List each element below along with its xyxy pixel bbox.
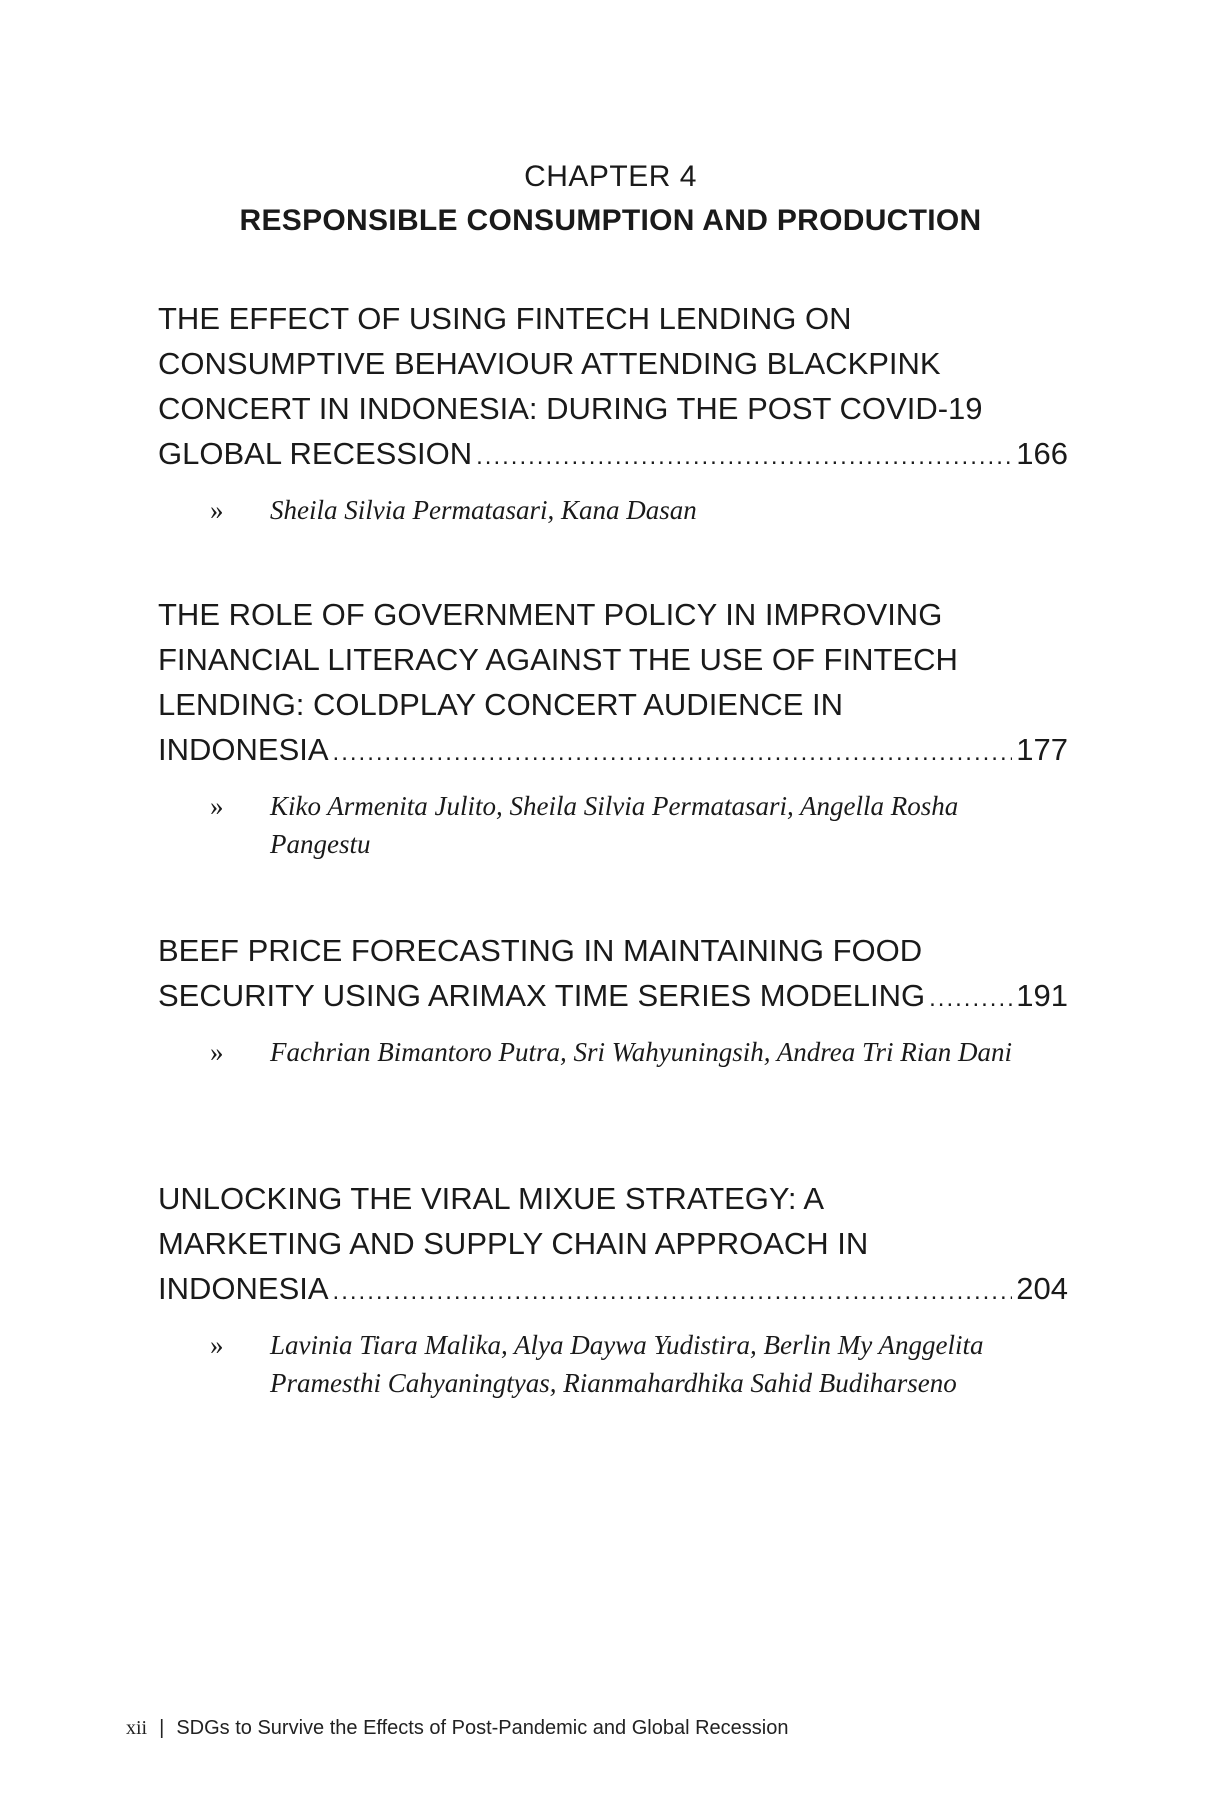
toc-entry[interactable] xyxy=(158,1176,1068,1402)
bullet-marker: » xyxy=(210,1330,224,1360)
chapter-label: CHAPTER 4 xyxy=(524,160,697,193)
dot-leader xyxy=(333,1269,1013,1314)
title-line: BEEF PRICE FORECASTING IN MAINTAINING FOOD xyxy=(158,933,923,968)
entry-title xyxy=(158,1176,1068,1314)
toc-entry[interactable] xyxy=(158,592,1068,863)
author-names: Fachrian Bimantoro Putra, Sri Wahyuningsih, Andrea Tri Rian Dani xyxy=(270,1037,1013,1067)
chapter-title: RESPONSIBLE CONSUMPTION AND PRODUCTION xyxy=(239,204,982,237)
title-line: UNLOCKING THE VIRAL MIXUE STRATEGY: A xyxy=(158,1181,825,1216)
toc-entry[interactable] xyxy=(158,928,1068,1071)
bullet-marker: » xyxy=(210,791,224,821)
entry-title xyxy=(158,592,1068,775)
page-number: 204 xyxy=(1016,1271,1068,1306)
title-last-line xyxy=(158,431,1068,479)
title-last-line xyxy=(158,1266,1068,1314)
footer-separator: | xyxy=(159,1717,165,1739)
title-line: INDONESIA xyxy=(158,1271,329,1306)
entry-title xyxy=(158,928,1068,1021)
title-last-line xyxy=(158,973,1068,1021)
authors xyxy=(158,1326,1068,1402)
title-line: GLOBAL RECESSION xyxy=(158,436,473,471)
title-line: THE ROLE OF GOVERNMENT POLICY IN IMPROVING xyxy=(158,597,943,632)
dot-leader xyxy=(476,434,1012,479)
dot-leader xyxy=(929,976,1012,1021)
authors xyxy=(158,1033,1068,1071)
author-names: Sheila Silvia Permatasari, Kana Dasan xyxy=(270,495,697,525)
page-footer xyxy=(126,1717,788,1740)
title-line: SECURITY USING ARIMAX TIME SERIES MODELING xyxy=(158,978,926,1013)
title-last-line xyxy=(158,727,1068,775)
page-number: 166 xyxy=(1016,436,1068,471)
title-line: CONCERT IN INDONESIA: DURING THE POST COVID-19 xyxy=(158,391,983,426)
footer-page-number: xii xyxy=(126,1717,148,1739)
authors xyxy=(158,491,1068,529)
title-line: INDONESIA xyxy=(158,732,329,767)
title-line: THE EFFECT OF USING FINTECH LENDING ON xyxy=(158,301,852,336)
author-names: Lavinia Tiara Malika, Alya Daywa Yudistira, Berlin My Anggelita Pramesthi Cahyaningtyas, Rianmahardhika Sahid Budiharseno xyxy=(270,1330,984,1398)
page-number: 191 xyxy=(1016,978,1068,1013)
title-line: FINANCIAL LITERACY AGAINST THE USE OF FINTECH xyxy=(158,642,958,677)
bullet-marker: » xyxy=(210,495,224,525)
author-names: Kiko Armenita Julito, Sheila Silvia Permatasari, Angella Rosha Pangestu xyxy=(270,791,959,859)
title-line: MARKETING AND SUPPLY CHAIN APPROACH IN xyxy=(158,1226,869,1261)
footer-book-title: SDGs to Survive the Effects of Post-Pandemic and Global Recession xyxy=(176,1717,789,1739)
title-line: LENDING: COLDPLAY CONCERT AUDIENCE IN xyxy=(158,687,844,722)
bullet-marker: » xyxy=(210,1037,224,1067)
authors xyxy=(158,787,1068,863)
title-line: CONSUMPTIVE BEHAVIOUR ATTENDING BLACKPINK xyxy=(158,346,941,381)
dot-leader xyxy=(333,730,1013,775)
page-number: 177 xyxy=(1016,732,1068,767)
entry-title xyxy=(158,296,1068,479)
toc-entry[interactable] xyxy=(158,296,1068,529)
